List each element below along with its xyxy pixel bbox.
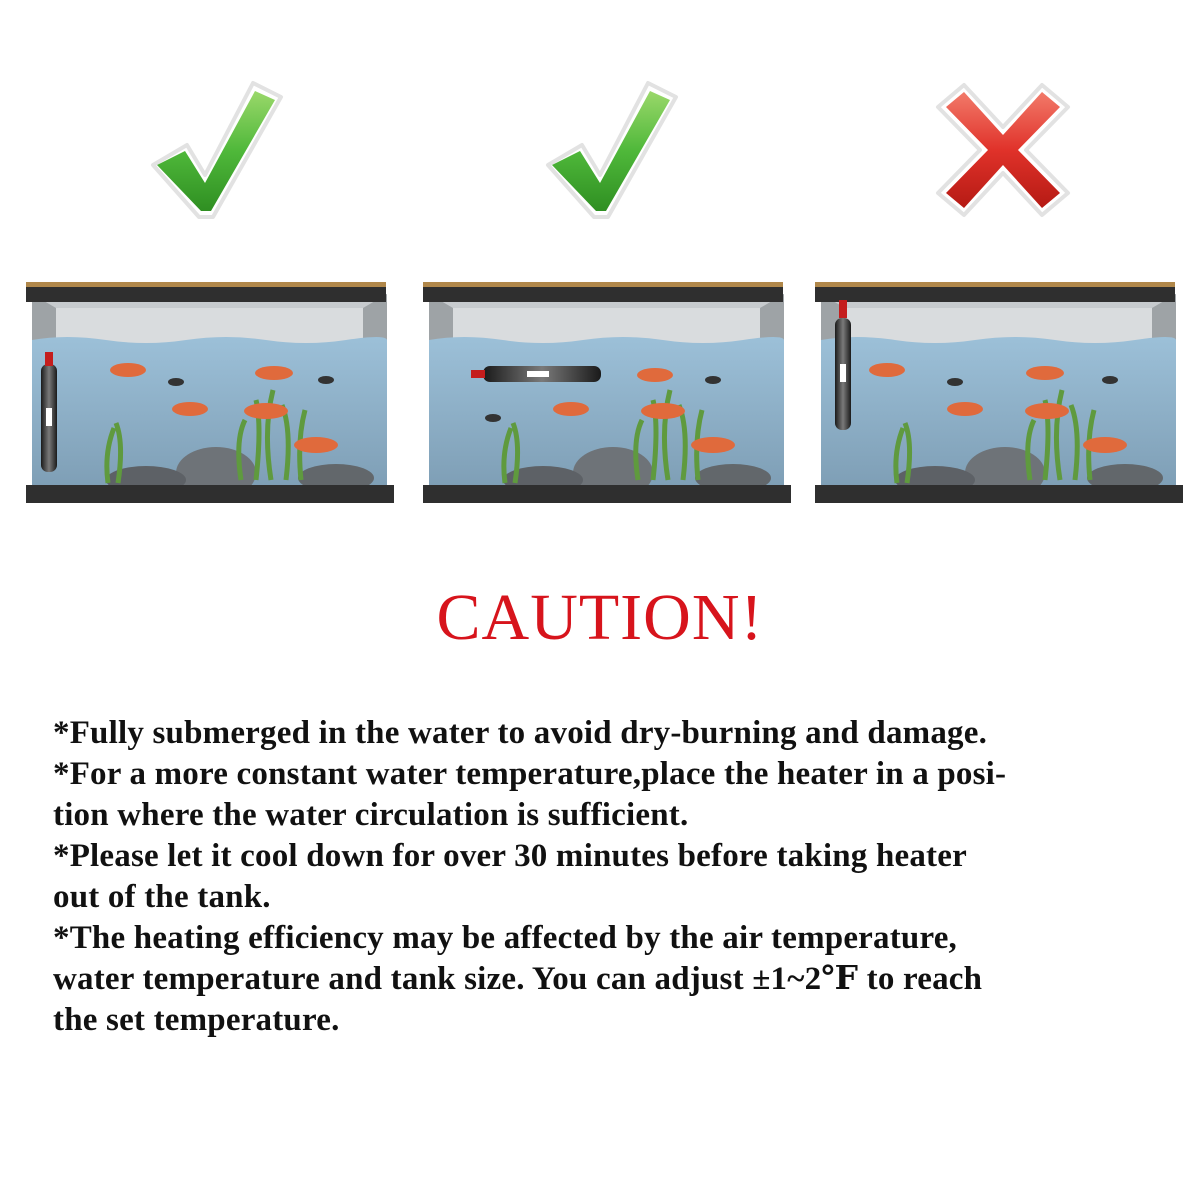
tank-body	[423, 282, 791, 503]
note-line: *Please let it cool down for over 30 minutes before taking heater	[53, 838, 967, 874]
note-line: *Fully submerged in the water to avoid dry-burning and damage.	[53, 715, 988, 751]
tank-body	[26, 282, 394, 503]
heater-icon	[41, 352, 57, 472]
aquarium-tank-1	[26, 278, 396, 510]
note-line: water temperature and tank size. You can adjust ±1~2℉ to reach	[53, 961, 983, 997]
note-line: the set temperature.	[53, 1002, 340, 1038]
aquarium-tank-3	[815, 278, 1185, 510]
tank-body	[815, 282, 1183, 503]
caution-notes	[53, 713, 1163, 1041]
check-mark-icon	[135, 75, 285, 225]
aquarium-tank-2	[423, 278, 793, 510]
note-line: *For a more constant water temperature,place the heater in a posi-	[53, 756, 1007, 792]
note-line: out of the tank.	[53, 879, 271, 915]
check-mark-icon	[530, 75, 680, 225]
heater-icon	[471, 366, 601, 382]
caution-title: CAUTION!	[436, 581, 764, 654]
cross-mark-icon	[928, 75, 1078, 225]
note-line: tion where the water circulation is sufficient.	[53, 797, 689, 833]
note-line: *The heating efficiency may be affected by the air temperature,	[53, 920, 958, 956]
